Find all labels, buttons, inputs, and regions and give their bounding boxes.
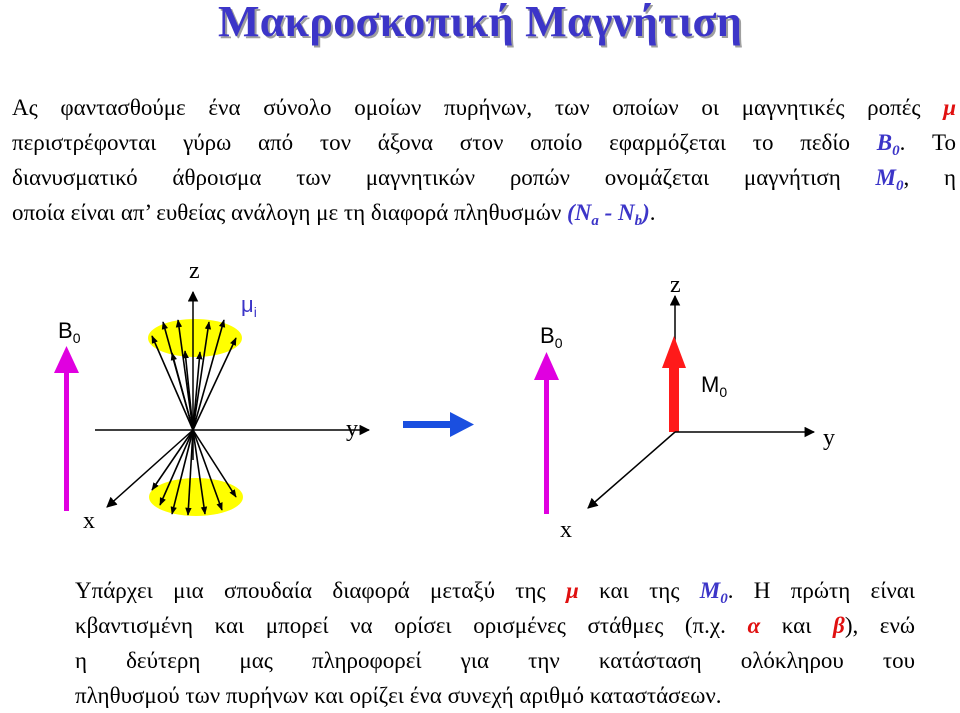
left-panel [54, 292, 369, 516]
z-label-left: z [189, 258, 200, 284]
intro-line-3: διανυσματικό άθροισμα των μαγνητικών ροπών ονομάζεται μαγνήτιση $M_0$, η [12, 165, 957, 194]
conclusion-paragraph [75, 573, 915, 713]
b0-symbol: $B_0$ [876, 130, 900, 159]
mu-symbol-2: μ [566, 578, 579, 603]
b0-field-arrow-right [534, 352, 559, 514]
conclusion-line-2: κβαντισμένη και μπορεί να ορίσει ορισμένες στάθμες (π.χ. α και β), ενώ [75, 613, 916, 638]
upper-precession-cone [148, 319, 242, 357]
b0-field-arrow-left [54, 346, 79, 511]
page-title: Μακροσκοπική Μαγνήτιση [217, 0, 743, 46]
b0-label-left: $B_0$ [58, 318, 81, 346]
beta-symbol: β [833, 613, 845, 638]
conclusion-line-4: πληθυσμού των πυρήνων και ορίζει ένα συνεχή αριθμό καταστάσεων. [75, 683, 722, 708]
m0-magnetization-vector [662, 336, 686, 432]
x-axis-right [588, 432, 675, 508]
population-difference: $(N_a - N_b)$ [567, 200, 650, 229]
conclusion-line-1: Υπάρχει μια σπουδαία διαφορά μεταξύ της μ και της $M_0$. Η πρώτη είναι [75, 578, 916, 607]
mu-symbol: μ [943, 95, 956, 120]
m0-label: $M_0$ [701, 372, 728, 400]
x-label-left: x [83, 508, 95, 534]
transition-arrow [403, 412, 474, 437]
conclusion-line-3: η δεύτερη μας πληροφορεί για την κατάσταση ολόκληρου του [75, 648, 915, 673]
intro-line-4: οποία είναι απ’ ευθείας ανάλογη με τη διαφορά πληθυσμών $(N_a - N_b)$. [12, 200, 656, 229]
m0-symbol: $M_0$ [875, 165, 904, 194]
intro-line-2: περιστρέφονται γύρω από τον άξονα στον οποίο εφαρμόζεται το πεδίο $B_0$. Το [12, 130, 957, 159]
x-label-right: x [560, 517, 572, 543]
right-panel [534, 296, 814, 514]
intro-line-1: Ας φαντασθούμε ένα σύνολο ομοίων πυρήνων, των οποίων οι μαγνητικές ροπές μ [12, 95, 956, 120]
mu-i-label: $\mu_i$ [241, 292, 257, 320]
y-label-left: y [346, 416, 358, 442]
alpha-symbol: α [747, 613, 761, 638]
y-label-right: y [823, 425, 835, 451]
b0-label-right: $B_0$ [540, 323, 563, 351]
z-label-right: z [670, 272, 681, 298]
m0-symbol-2: $M_0$ [699, 578, 728, 607]
